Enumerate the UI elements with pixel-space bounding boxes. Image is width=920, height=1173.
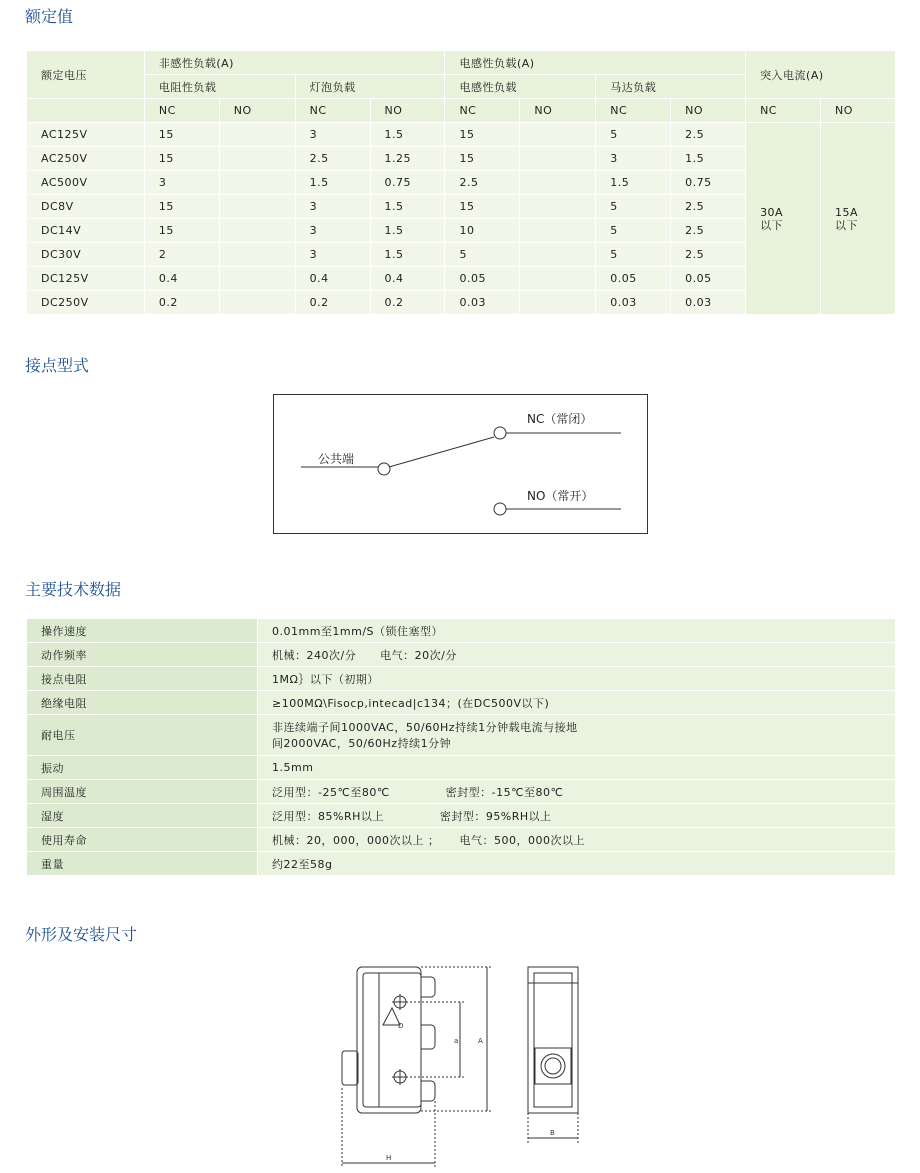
dim-A-label: A bbox=[478, 1037, 483, 1045]
value-cell: 3 bbox=[295, 243, 370, 267]
subheader-inductive: 电感性负载 bbox=[445, 75, 596, 99]
value-cell: 0.75 bbox=[370, 171, 445, 195]
value-cell: 2.5 bbox=[295, 147, 370, 171]
spec-value bbox=[258, 715, 896, 756]
value-cell bbox=[520, 219, 596, 243]
spec-value-line: 间2000VAC，50/60Hz持续1分钟 bbox=[272, 737, 452, 750]
spec-value: ≥100MΩ\Fisocp,intecad|c134；(在DC500V以下) bbox=[258, 691, 896, 715]
section-title-specs: 主要技术数据 bbox=[25, 580, 122, 599]
value-cell bbox=[520, 147, 596, 171]
value-cell: 3 bbox=[295, 123, 370, 147]
value-cell: 5 bbox=[596, 195, 671, 219]
spec-label: 接点电阻 bbox=[27, 667, 258, 691]
nc-terminal bbox=[494, 427, 506, 439]
value-cell: 0.4 bbox=[144, 267, 219, 291]
col-no: NO bbox=[671, 99, 746, 123]
dim-B-label: B bbox=[550, 1129, 555, 1137]
plunger bbox=[342, 1051, 358, 1085]
value-cell bbox=[520, 291, 596, 315]
value-cell: 0.05 bbox=[671, 267, 746, 291]
spec-label: 周围温度 bbox=[27, 780, 258, 804]
spec-label: 重量 bbox=[27, 852, 258, 876]
col-no: NO bbox=[219, 99, 295, 123]
spec-value: 泛用型：85%RH以上 密封型：95%RH以上 bbox=[258, 804, 896, 828]
col-nc: NC bbox=[295, 99, 370, 123]
specs-table bbox=[26, 618, 896, 876]
value-cell bbox=[520, 195, 596, 219]
value-cell: 0.05 bbox=[445, 267, 520, 291]
value-cell: 1.5 bbox=[370, 195, 445, 219]
voltage-cell: DC30V bbox=[27, 243, 145, 267]
spec-value: 机械：20，000，000次以上 ； 电气：500，000次以上 bbox=[258, 828, 896, 852]
value-cell: 15 bbox=[144, 195, 219, 219]
value-cell bbox=[219, 219, 295, 243]
voltage-cell: AC125V bbox=[27, 123, 145, 147]
value-cell: 15 bbox=[144, 123, 219, 147]
ratings-row bbox=[27, 123, 896, 147]
value-cell: 1.5 bbox=[370, 123, 445, 147]
terminal-top bbox=[421, 977, 435, 997]
value-cell: 5 bbox=[596, 219, 671, 243]
spec-label: 使用寿命 bbox=[27, 828, 258, 852]
col-nc: NC bbox=[445, 99, 520, 123]
value-cell: 2.5 bbox=[671, 123, 746, 147]
nc-label: NC（常闭） bbox=[527, 412, 593, 426]
inrush-no-value: 15A bbox=[834, 205, 858, 219]
front-hole-inner bbox=[545, 1058, 561, 1074]
value-cell: 5 bbox=[596, 123, 671, 147]
col-no: NO bbox=[820, 99, 895, 123]
voltage-cell: DC125V bbox=[27, 267, 145, 291]
col-nc: NC bbox=[596, 99, 671, 123]
spec-label: 绝缘电阻 bbox=[27, 691, 258, 715]
value-cell: 5 bbox=[596, 243, 671, 267]
value-cell bbox=[520, 267, 596, 291]
terminal-bottom bbox=[421, 1081, 435, 1101]
value-cell: 2.5 bbox=[445, 171, 520, 195]
spec-row bbox=[27, 780, 896, 804]
value-cell: 3 bbox=[295, 219, 370, 243]
value-cell: 0.4 bbox=[370, 267, 445, 291]
spec-row bbox=[27, 619, 896, 643]
value-cell: 1.25 bbox=[370, 147, 445, 171]
value-cell bbox=[219, 171, 295, 195]
spec-value: 1MΩ｝以下（初期） bbox=[258, 667, 896, 691]
value-cell: 1.5 bbox=[671, 147, 746, 171]
header-noninductive: 非感性负载(A) bbox=[144, 51, 445, 75]
spec-value: 泛用型：-25℃至80℃ 密封型：-15℃至80℃ bbox=[258, 780, 896, 804]
section-title-rated: 额定值 bbox=[25, 7, 74, 26]
spec-value-line: 非连续端子间1000VAC，50/60Hz持续1分钟载电流与接地 bbox=[272, 721, 578, 734]
inrush-no-cell bbox=[820, 123, 895, 315]
value-cell: 1.5 bbox=[295, 171, 370, 195]
front-body bbox=[528, 967, 578, 1113]
value-cell: 15 bbox=[445, 147, 520, 171]
subheader-lamp: 灯泡负载 bbox=[295, 75, 445, 99]
subheader-blank bbox=[27, 99, 145, 123]
spec-label: 振动 bbox=[27, 756, 258, 780]
voltage-cell: DC14V bbox=[27, 219, 145, 243]
dim-a-label: a bbox=[454, 1037, 459, 1045]
terminal-mid bbox=[421, 1025, 435, 1049]
subheader-resistive: 电阻性负载 bbox=[144, 75, 295, 99]
value-cell bbox=[219, 123, 295, 147]
value-cell: 0.2 bbox=[370, 291, 445, 315]
value-cell: 15 bbox=[144, 147, 219, 171]
voltage-cell: AC500V bbox=[27, 171, 145, 195]
value-cell: 0.2 bbox=[295, 291, 370, 315]
dimension-drawing bbox=[0, 943, 920, 1173]
value-cell bbox=[520, 171, 596, 195]
col-no: NO bbox=[370, 99, 445, 123]
spec-row bbox=[27, 715, 896, 756]
side-body-inner bbox=[363, 973, 421, 1107]
spec-row bbox=[27, 643, 896, 667]
dim-H-label: H bbox=[386, 1154, 392, 1162]
voltage-cell: DC250V bbox=[27, 291, 145, 315]
value-cell: 2.5 bbox=[671, 219, 746, 243]
value-cell: 1.5 bbox=[596, 171, 671, 195]
spec-label: 动作频率 bbox=[27, 643, 258, 667]
spec-row bbox=[27, 691, 896, 715]
value-cell: 0.05 bbox=[596, 267, 671, 291]
spec-value: 约22至58g bbox=[258, 852, 896, 876]
no-label: NO（常开） bbox=[527, 489, 594, 503]
value-cell: 1.5 bbox=[370, 219, 445, 243]
value-cell bbox=[219, 267, 295, 291]
front-port bbox=[535, 1048, 571, 1084]
value-cell: 0.4 bbox=[295, 267, 370, 291]
value-cell bbox=[219, 291, 295, 315]
value-cell bbox=[219, 147, 295, 171]
inrush-nc-value: 30A bbox=[760, 205, 784, 219]
spec-row bbox=[27, 852, 896, 876]
value-cell bbox=[520, 123, 596, 147]
value-cell: 15 bbox=[445, 123, 520, 147]
ratings-table bbox=[26, 50, 896, 315]
col-no: NO bbox=[520, 99, 596, 123]
value-cell: 1.5 bbox=[370, 243, 445, 267]
spec-row bbox=[27, 804, 896, 828]
section-title-contact: 接点型式 bbox=[25, 356, 90, 375]
spec-row bbox=[27, 667, 896, 691]
switch-arm bbox=[389, 437, 494, 467]
value-cell bbox=[219, 195, 295, 219]
value-cell: 3 bbox=[596, 147, 671, 171]
value-cell bbox=[219, 243, 295, 267]
dim-D-label: D bbox=[398, 1022, 404, 1030]
spec-row bbox=[27, 828, 896, 852]
header-inrush: 突入电流(A) bbox=[746, 51, 896, 99]
inrush-nc-suffix: 以下 bbox=[760, 218, 784, 232]
value-cell: 0.03 bbox=[445, 291, 520, 315]
common-label: 公共端 bbox=[318, 452, 355, 466]
header-inductive: 电感性负载(A) bbox=[445, 51, 746, 75]
spec-value: 机械：240次/分 电气：20次/分 bbox=[258, 643, 896, 667]
value-cell: 5 bbox=[445, 243, 520, 267]
value-cell: 0.03 bbox=[596, 291, 671, 315]
spec-label: 湿度 bbox=[27, 804, 258, 828]
value-cell: 15 bbox=[144, 219, 219, 243]
no-terminal bbox=[494, 503, 506, 515]
value-cell: 2.5 bbox=[671, 243, 746, 267]
voltage-cell: DC8V bbox=[27, 195, 145, 219]
value-cell: 2 bbox=[144, 243, 219, 267]
inrush-nc-cell bbox=[746, 123, 821, 315]
col-nc: NC bbox=[746, 99, 821, 123]
value-cell: 15 bbox=[445, 195, 520, 219]
spec-row bbox=[27, 756, 896, 780]
spec-value: 1.5mm bbox=[258, 756, 896, 780]
subheader-motor: 马达负载 bbox=[596, 75, 746, 99]
spec-value: 0.01mm至1mm/S（锁住塞型） bbox=[258, 619, 896, 643]
spec-label: 操作速度 bbox=[27, 619, 258, 643]
contact-diagram bbox=[273, 394, 648, 534]
col-nc: NC bbox=[144, 99, 219, 123]
section-title-dimensions: 外形及安装尺寸 bbox=[25, 925, 138, 944]
value-cell: 3 bbox=[144, 171, 219, 195]
spec-label: 耐电压 bbox=[27, 715, 258, 756]
voltage-cell: AC250V bbox=[27, 147, 145, 171]
common-terminal bbox=[378, 463, 390, 475]
header-voltage: 额定电压 bbox=[27, 51, 145, 99]
value-cell: 0.2 bbox=[144, 291, 219, 315]
front-body-inner bbox=[534, 973, 572, 1107]
value-cell bbox=[520, 243, 596, 267]
value-cell: 3 bbox=[295, 195, 370, 219]
value-cell: 0.03 bbox=[671, 291, 746, 315]
value-cell: 2.5 bbox=[671, 195, 746, 219]
value-cell: 10 bbox=[445, 219, 520, 243]
side-body bbox=[357, 967, 421, 1113]
value-cell: 0.75 bbox=[671, 171, 746, 195]
inrush-no-suffix: 以下 bbox=[834, 218, 858, 232]
